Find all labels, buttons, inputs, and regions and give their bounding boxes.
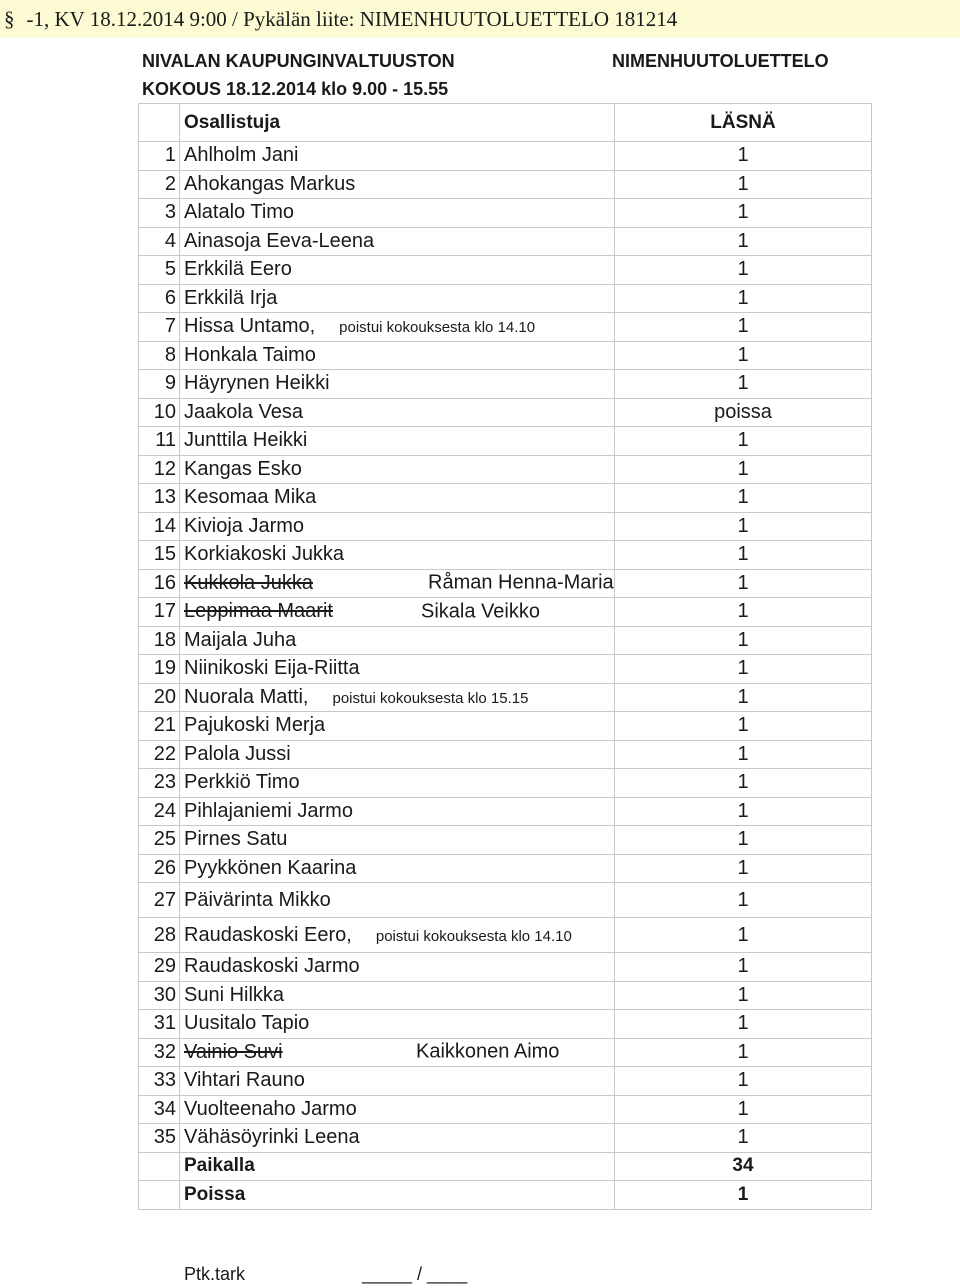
row-number: 19	[139, 655, 180, 684]
table-row	[139, 284, 872, 313]
departure-note: poistui kokouksesta klo 15.15	[332, 689, 529, 707]
participant-cell	[180, 1095, 615, 1124]
table-row	[139, 740, 872, 769]
row-number: 24	[139, 797, 180, 826]
total-present-label: Paikalla	[180, 1152, 615, 1181]
substitute-name: Råman Henna-Maria	[428, 571, 614, 594]
participant-name: Kivioja Jarmo	[184, 514, 305, 537]
present-value: 1	[615, 918, 872, 953]
row-number: 9	[139, 370, 180, 399]
participant-name: Junttila Heikki	[184, 429, 308, 452]
participant-cell	[180, 683, 615, 712]
row-number: 3	[139, 199, 180, 228]
participant-cell	[180, 541, 615, 570]
banner-title: -1, KV 18.12.2014 9:00 / Pykälän liite: NIMENHUUTOLUETTELO 181214	[26, 7, 678, 31]
header-participants: Osallistuja	[180, 104, 615, 142]
participant-cell	[180, 655, 615, 684]
present-value: 1	[615, 227, 872, 256]
total-present-value: 34	[615, 1152, 872, 1181]
row-number: 10	[139, 398, 180, 427]
attendance-table	[138, 103, 872, 1210]
row-number: 13	[139, 484, 180, 513]
participant-name: Raudaskoski Jarmo	[184, 955, 360, 978]
participant-cell	[180, 740, 615, 769]
participant-name: Kangas Esko	[184, 457, 302, 480]
present-value: 1	[615, 512, 872, 541]
participant-cell	[180, 854, 615, 883]
departure-note: poistui kokouksesta klo 14.10	[339, 319, 536, 337]
participant-cell	[180, 256, 615, 285]
table-row	[139, 826, 872, 855]
participant-cell	[180, 512, 615, 541]
row-number: 34	[139, 1095, 180, 1124]
table-row	[139, 769, 872, 798]
present-value: 1	[615, 981, 872, 1010]
participant-name: Pihlajaniemi Jarmo	[184, 799, 353, 822]
table-row	[139, 1095, 872, 1124]
participant-name: Raudaskoski Eero,	[184, 923, 352, 946]
row-number: 18	[139, 626, 180, 655]
participant-name: Häyrynen Heikki	[184, 372, 330, 395]
table-row	[139, 256, 872, 285]
participant-name: Alatalo Timo	[184, 201, 295, 224]
present-value: 1	[615, 683, 872, 712]
participant-name: Pyykkönen Kaarina	[184, 856, 357, 879]
section-symbol: §	[4, 7, 15, 31]
table-row	[139, 953, 872, 982]
participant-cell	[180, 1067, 615, 1096]
meeting-info: KOKOUS 18.12.2014 klo 9.00 - 15.55	[142, 79, 449, 99]
present-value: 1	[615, 170, 872, 199]
present-value: 1	[615, 1124, 872, 1153]
present-value: 1	[615, 883, 872, 918]
present-value: 1	[615, 370, 872, 399]
document-banner	[0, 0, 960, 38]
present-value: 1	[615, 598, 872, 627]
present-value: 1	[615, 712, 872, 741]
present-value: 1	[615, 256, 872, 285]
participant-cell	[180, 199, 615, 228]
participant-cell	[180, 712, 615, 741]
present-value: 1	[615, 854, 872, 883]
participant-name: Leppimaa Maarit	[184, 600, 333, 623]
table-row	[139, 541, 872, 570]
participant-cell	[180, 455, 615, 484]
present-value: 1	[615, 953, 872, 982]
table-row	[139, 341, 872, 370]
row-number: 5	[139, 256, 180, 285]
participant-cell	[180, 227, 615, 256]
participant-name: Ahlholm Jani	[184, 144, 299, 167]
total-present-row	[139, 1152, 872, 1181]
table-row	[139, 227, 872, 256]
table-row	[139, 797, 872, 826]
footer-label: Ptk.tark	[184, 1264, 246, 1284]
participant-name: Ainasoja Eeva-Leena	[184, 229, 375, 252]
present-value: 1	[615, 455, 872, 484]
table-row	[139, 1010, 872, 1039]
participant-cell	[180, 953, 615, 982]
participant-cell	[180, 797, 615, 826]
table-row	[139, 427, 872, 456]
table-row	[139, 1038, 872, 1067]
participant-name: Kesomaa Mika	[184, 486, 317, 509]
table-row	[139, 170, 872, 199]
table-row	[139, 455, 872, 484]
participant-name: Erkkilä Irja	[184, 286, 278, 309]
substitute-name: Kaikkonen Aimo	[416, 1040, 560, 1063]
participant-name: Pirnes Satu	[184, 828, 288, 851]
footer-signature-line: _____ / ____	[362, 1264, 468, 1284]
participant-cell	[180, 981, 615, 1010]
participant-name: Palola Jussi	[184, 742, 291, 765]
present-value: 1	[615, 1095, 872, 1124]
table-row	[139, 883, 872, 918]
table-row	[139, 918, 872, 953]
row-number: 7	[139, 313, 180, 342]
row-number: 29	[139, 953, 180, 982]
present-value: 1	[615, 284, 872, 313]
participant-name: Vihtari Rauno	[184, 1069, 305, 1092]
document-type: NIMENHUUTOLUETTELO	[612, 51, 829, 71]
row-number: 17	[139, 598, 180, 627]
table-row	[139, 854, 872, 883]
present-value: 1	[615, 142, 872, 171]
row-number: 8	[139, 341, 180, 370]
participant-name: Päivärinta Mikko	[184, 888, 331, 911]
table-row	[139, 712, 872, 741]
present-value: 1	[615, 569, 872, 598]
row-number: 1	[139, 142, 180, 171]
present-value: 1	[615, 655, 872, 684]
table-header-row	[139, 104, 872, 142]
participant-name: Vuolteenaho Jarmo	[184, 1097, 357, 1120]
participant-name: Pajukoski Merja	[184, 714, 326, 737]
participant-cell	[180, 142, 615, 171]
participant-cell	[180, 569, 615, 598]
table-row	[139, 683, 872, 712]
participant-cell	[180, 918, 615, 953]
participant-cell	[180, 398, 615, 427]
participant-cell	[180, 1010, 615, 1039]
substitute-name: Sikala Veikko	[421, 600, 540, 623]
participant-name: Erkkilä Eero	[184, 258, 292, 281]
table-row	[139, 655, 872, 684]
row-number: 27	[139, 883, 180, 918]
participant-name: Hissa Untamo,	[184, 315, 316, 338]
row-number: 32	[139, 1038, 180, 1067]
participant-cell	[180, 598, 615, 627]
row-number: 30	[139, 981, 180, 1010]
participant-cell	[180, 883, 615, 918]
participant-cell	[180, 1124, 615, 1153]
total-absent-value: 1	[615, 1181, 872, 1210]
table-row	[139, 626, 872, 655]
table-row	[139, 398, 872, 427]
table-row	[139, 569, 872, 598]
header-present: LÄSNÄ	[615, 104, 872, 142]
present-value: 1	[615, 541, 872, 570]
present-value: poissa	[615, 398, 872, 427]
participant-name: Ahokangas Markus	[184, 172, 356, 195]
table-row	[139, 1067, 872, 1096]
present-value: 1	[615, 427, 872, 456]
participant-name: Kukkola Jukka	[184, 571, 313, 594]
table-row	[139, 484, 872, 513]
participant-cell	[180, 313, 615, 342]
table-row	[139, 142, 872, 171]
present-value: 1	[615, 626, 872, 655]
participant-cell	[180, 427, 615, 456]
present-value: 1	[615, 797, 872, 826]
total-absent-row	[139, 1181, 872, 1210]
present-value: 1	[615, 1038, 872, 1067]
present-value: 1	[615, 1010, 872, 1039]
participant-cell	[180, 484, 615, 513]
row-number: 25	[139, 826, 180, 855]
row-number: 31	[139, 1010, 180, 1039]
participant-name: Niinikoski Eija-Riitta	[184, 657, 360, 680]
row-number: 33	[139, 1067, 180, 1096]
present-value: 1	[615, 1067, 872, 1096]
present-value: 1	[615, 313, 872, 342]
participant-cell	[180, 370, 615, 399]
present-value: 1	[615, 199, 872, 228]
participant-name: Vainio Suvi	[184, 1040, 283, 1063]
participant-name: Vähäsöyrinki Leena	[184, 1126, 360, 1149]
participant-name: Perkkiö Timo	[184, 771, 300, 794]
participant-cell	[180, 1038, 615, 1067]
present-value: 1	[615, 826, 872, 855]
participant-name: Honkala Taimo	[184, 343, 316, 366]
total-absent-label: Poissa	[180, 1181, 615, 1210]
table-row	[139, 370, 872, 399]
table-row	[139, 598, 872, 627]
row-number: 4	[139, 227, 180, 256]
table-row	[139, 512, 872, 541]
row-number: 12	[139, 455, 180, 484]
row-number: 2	[139, 170, 180, 199]
departure-note: poistui kokouksesta klo 14.10	[375, 927, 572, 945]
table-row	[139, 981, 872, 1010]
table-row	[139, 313, 872, 342]
participant-name: Maijala Juha	[184, 628, 297, 651]
row-number: 35	[139, 1124, 180, 1153]
present-value: 1	[615, 769, 872, 798]
participant-cell	[180, 826, 615, 855]
participant-cell	[180, 769, 615, 798]
row-number: 28	[139, 918, 180, 953]
participant-name: Jaakola Vesa	[184, 400, 303, 423]
table-row	[139, 199, 872, 228]
row-number: 26	[139, 854, 180, 883]
participant-name: Suni Hilkka	[184, 983, 285, 1006]
row-number: 11	[139, 427, 180, 456]
participant-name: Uusitalo Tapio	[184, 1012, 310, 1035]
present-value: 1	[615, 484, 872, 513]
row-number: 20	[139, 683, 180, 712]
participant-cell	[180, 284, 615, 313]
council-name: NIVALAN KAUPUNGINVALTUUSTON	[142, 51, 455, 71]
participant-name: Korkiakoski Jukka	[184, 543, 345, 566]
row-number: 15	[139, 541, 180, 570]
participant-cell	[180, 170, 615, 199]
participant-cell	[180, 341, 615, 370]
row-number: 22	[139, 740, 180, 769]
participant-cell	[180, 626, 615, 655]
participant-name: Nuorala Matti,	[184, 685, 309, 708]
present-value: 1	[615, 740, 872, 769]
header-number-cell	[139, 104, 180, 142]
present-value: 1	[615, 341, 872, 370]
table-row	[139, 1124, 872, 1153]
row-number: 21	[139, 712, 180, 741]
row-number: 23	[139, 769, 180, 798]
row-number: 14	[139, 512, 180, 541]
row-number: 16	[139, 569, 180, 598]
row-number: 6	[139, 284, 180, 313]
